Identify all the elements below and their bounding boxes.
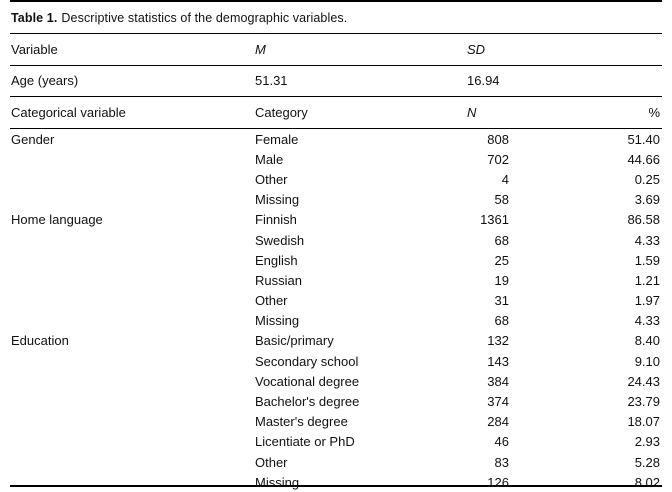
cell-n: 284 — [466, 412, 510, 432]
cell-category: Finnish — [254, 210, 466, 230]
cell-n: 132 — [466, 331, 510, 351]
table-row — [10, 230, 662, 250]
statistics-table — [10, 0, 662, 487]
cell-variable — [10, 190, 254, 210]
cell-category: Other — [254, 452, 466, 472]
cell-variable — [10, 250, 254, 270]
cell-category: Missing — [254, 190, 466, 210]
table-number: Table 1. — [11, 11, 57, 25]
cell-n: 126 — [466, 472, 510, 492]
cell-percent: 1.21 — [510, 270, 662, 290]
cell-category: Master's degree — [254, 412, 466, 432]
cell-percent: 4.33 — [510, 230, 662, 250]
cell-n: 25 — [466, 250, 510, 270]
cell-category: Male — [254, 149, 466, 169]
table-row — [10, 311, 662, 331]
cell-percent: 86.58 — [510, 210, 662, 230]
table-row — [10, 190, 662, 210]
table-row — [10, 291, 662, 311]
cell-percent: 3.69 — [510, 190, 662, 210]
cell-variable — [10, 270, 254, 290]
cell-n: 702 — [466, 149, 510, 169]
cell-variable: Gender — [10, 129, 254, 150]
categorical-header — [10, 97, 662, 129]
cell-variable — [10, 311, 254, 331]
cell-variable — [10, 391, 254, 411]
cell-percent: 44.66 — [510, 149, 662, 169]
cell-percent: 1.97 — [510, 291, 662, 311]
cell-category: Basic/primary — [254, 331, 466, 351]
header-blank — [510, 34, 662, 66]
cell-variable — [10, 169, 254, 189]
table-caption — [10, 2, 662, 34]
cell-percent: 4.33 — [510, 311, 662, 331]
table-row — [10, 149, 662, 169]
cell-category: Secondary school — [254, 351, 466, 371]
cell-category: Vocational degree — [254, 371, 466, 391]
header-n: N — [466, 97, 510, 129]
cell-percent: 2.93 — [510, 432, 662, 452]
cell-percent: 8.40 — [510, 331, 662, 351]
cell-variable: Home language — [10, 210, 254, 230]
table-row — [10, 129, 662, 150]
header-sd: SD — [466, 34, 510, 66]
cell-n: 46 — [466, 432, 510, 452]
table-row — [10, 452, 662, 472]
cell-sd: 16.94 — [466, 66, 510, 97]
cell-percent: 8.02 — [510, 472, 662, 492]
cell-variable: Age (years) — [10, 66, 254, 97]
cell-n: 808 — [466, 129, 510, 150]
cell-category: Missing — [254, 311, 466, 331]
cell-variable — [10, 230, 254, 250]
cell-n: 1361 — [466, 210, 510, 230]
cell-blank — [510, 66, 662, 97]
cell-n: 384 — [466, 371, 510, 391]
cell-n: 68 — [466, 311, 510, 331]
cell-variable — [10, 149, 254, 169]
cell-category: Licentiate or PhD — [254, 432, 466, 452]
table-caption-text: Descriptive statistics of the demographic variables. — [61, 11, 347, 25]
cell-variable — [10, 432, 254, 452]
table-row — [10, 210, 662, 230]
cell-category: Missing — [254, 472, 466, 492]
table-row — [10, 432, 662, 452]
cell-variable: Education — [10, 331, 254, 351]
demographics-table — [10, 34, 662, 492]
cell-category: Russian — [254, 270, 466, 290]
table-row — [10, 371, 662, 391]
table-row — [10, 270, 662, 290]
cell-category: Other — [254, 169, 466, 189]
cell-percent: 24.43 — [510, 371, 662, 391]
cell-n: 58 — [466, 190, 510, 210]
table-row — [10, 351, 662, 371]
table-row — [10, 412, 662, 432]
continuous-rows — [10, 66, 662, 97]
cell-percent: 51.40 — [510, 129, 662, 150]
cell-variable — [10, 291, 254, 311]
cell-variable — [10, 351, 254, 371]
table-row — [10, 169, 662, 189]
header-category: Category — [254, 97, 466, 129]
cell-variable — [10, 412, 254, 432]
cell-category: Bachelor's degree — [254, 391, 466, 411]
cell-category: Other — [254, 291, 466, 311]
cell-percent: 0.25 — [510, 169, 662, 189]
continuous-header — [10, 34, 662, 66]
cell-percent: 23.79 — [510, 391, 662, 411]
cell-percent: 18.07 — [510, 412, 662, 432]
cell-mean: 51.31 — [254, 66, 466, 97]
categorical-rows — [10, 129, 662, 492]
cell-n: 374 — [466, 391, 510, 411]
cell-n: 68 — [466, 230, 510, 250]
cell-n: 4 — [466, 169, 510, 189]
cell-variable — [10, 472, 254, 492]
header-mean: M — [254, 34, 466, 66]
cell-percent: 9.10 — [510, 351, 662, 371]
header-variable: Variable — [10, 34, 254, 66]
categorical-header-row — [10, 97, 662, 129]
cell-n: 83 — [466, 452, 510, 472]
cell-category: Female — [254, 129, 466, 150]
cell-n: 19 — [466, 270, 510, 290]
cell-n: 143 — [466, 351, 510, 371]
cell-category: Swedish — [254, 230, 466, 250]
header-percent: % — [510, 97, 662, 129]
table-row — [10, 472, 662, 492]
continuous-header-row — [10, 34, 662, 66]
cell-n: 31 — [466, 291, 510, 311]
table-row — [10, 331, 662, 351]
cell-percent: 1.59 — [510, 250, 662, 270]
cell-variable — [10, 452, 254, 472]
table-row — [10, 250, 662, 270]
cell-variable — [10, 371, 254, 391]
header-categorical-variable: Categorical variable — [10, 97, 254, 129]
table-row — [10, 66, 662, 97]
cell-category: English — [254, 250, 466, 270]
cell-percent: 5.28 — [510, 452, 662, 472]
table-row — [10, 391, 662, 411]
